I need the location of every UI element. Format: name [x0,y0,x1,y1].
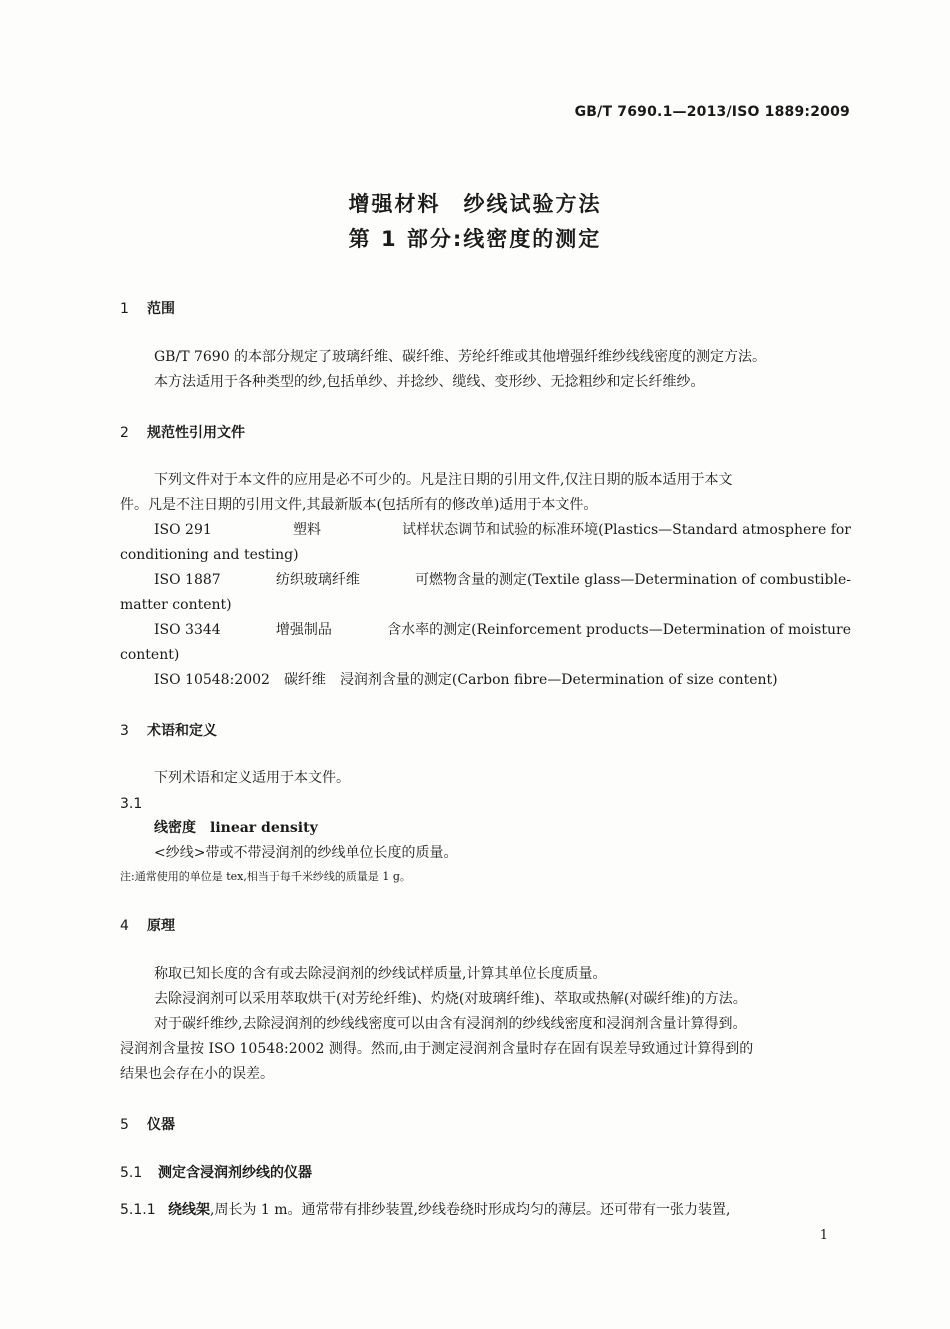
reference-iso-3344 [154,618,851,643]
paragraph: 结果也会存在小的误差。 [120,1066,274,1082]
reference-continuation: conditioning and testing) [120,547,299,563]
document-title-line2: 第 1 部分:线密度的测定 [348,227,602,251]
clause-term: 绕线架 [168,1202,210,1218]
reference-continuation: content) [120,647,180,663]
reference-title-zh: 碳纤维 [283,672,326,688]
reference-title-zh: 塑料 [292,522,321,538]
section-number: 3 [120,723,129,739]
term-zh: 线密度 [154,820,196,836]
subsection-5-1-heading [120,1162,312,1182]
section-5-heading [120,1114,175,1134]
reference-title: 浸润剂含量的测定(Carbon fibre—Determination of size content) [339,672,778,688]
reference-title-zh: 纺织玻璃纤维 [275,572,360,588]
section-title: 仪器 [147,1117,175,1133]
reference-title: 试样状态调节和试验的标准环境(Plastics—Standard atmosphere for [402,522,851,538]
section-2-heading [120,422,245,442]
paragraph: 下列文件对于本文件的应用是必不可少的。凡是注日期的引用文件,仅注日期的版本适用于本文 [154,472,733,488]
reference-iso-291 [154,518,851,543]
section-3-heading [120,720,217,740]
paragraph: 对于碳纤维纱,去除浸润剂的纱线线密度可以由含有浸润剂的纱线线密度和浸润剂含量计算得到。 [154,1016,747,1032]
section-title: 规范性引用文件 [147,425,245,441]
subsection-title: 测定含浸润剂纱线的仪器 [158,1165,312,1181]
reference-title-zh: 增强制品 [275,622,332,638]
document-title-line1: 增强材料 纱线试验方法 [348,192,602,216]
clause-number: 5.1.1 [120,1202,156,1218]
section-4-heading [120,915,175,935]
standard-number: GB/T 7690.1—2013/ISO 1889:2009 [574,104,850,120]
page-number: 1 [819,1228,828,1243]
subsection-number: 3.1 [120,796,143,812]
term-entry [154,817,318,837]
reference-title: 可燃物含量的测定(Textile glass—Determination of combustible- [415,572,851,588]
section-number: 2 [120,425,129,441]
section-title: 术语和定义 [147,723,217,739]
paragraph: 称取已知长度的含有或去除浸润剂的纱线试样质量,计算其单位长度质量。 [154,966,607,982]
paragraph: GB/T 7690 的本部分规定了玻璃纤维、碳纤维、芳纶纤维或其他增强纤维纱线线密度的测定方法。 [154,349,767,365]
paragraph: 件。凡是不注日期的引用文件,其最新版本(包括所有的修改单)适用于本文件。 [120,497,598,513]
reference-code: ISO 291 [154,522,212,538]
term-definition: <纱线>带或不带浸润剂的纱线单位长度的质量。 [154,845,458,861]
clause-text: ,周长为 1 m。通常带有排纱装置,纱线卷绕时形成均匀的薄层。还可带有一张力装置, [210,1202,731,1218]
section-number: 1 [120,301,129,317]
note: 注:通常使用的单位是 tex,相当于每千米纱线的质量是 1 g。 [120,870,411,883]
reference-title: 含水率的测定(Reinforcement products—Determination of moisture [387,622,851,638]
reference-code: ISO 10548:2002 [154,672,270,688]
clause-5-1-1 [120,1198,730,1223]
reference-code: ISO 1887 [154,572,221,588]
reference-code: ISO 3344 [154,622,221,638]
section-1-heading [120,298,175,318]
paragraph: 本方法适用于各种类型的纱,包括单纱、并捻纱、缆线、变形纱、无捻粗纱和定长纤维纱。 [154,374,705,390]
paragraph: 浸润剂含量按 ISO 10548:2002 测得。然而,由于测定浸润剂含量时存在固有误差导致通过计算得到的 [120,1041,754,1057]
reference-iso-10548 [154,668,778,693]
paragraph: 下列术语和定义适用于本文件。 [154,770,350,786]
paragraph: 去除浸润剂可以采用萃取烘干(对芳纶纤维)、灼烧(对玻璃纤维)、萃取或热解(对碳纤维)的方法。 [154,991,747,1007]
section-title: 范围 [147,301,175,317]
section-title: 原理 [147,918,175,934]
term-en: linear density [210,820,318,836]
reference-iso-1887 [154,568,851,593]
section-number: 4 [120,918,129,934]
section-number: 5 [120,1117,129,1133]
subsection-number: 5.1 [120,1165,143,1181]
reference-continuation: matter content) [120,597,232,613]
